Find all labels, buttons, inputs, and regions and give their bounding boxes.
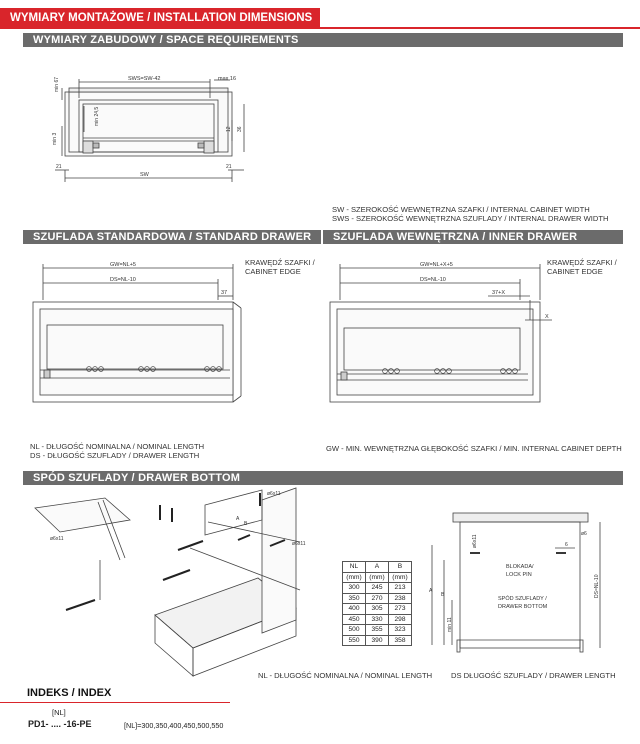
std-ds-label: DS=NL-10 (110, 277, 136, 283)
table-cell: 238 (389, 593, 412, 604)
legend-gw: GW - MIN. WEWNĘTRZNA GŁĘBOKOŚĆ SZAFKI / MIN. INTERNAL CABINET DEPTH (326, 444, 622, 453)
table-cell: 390 (366, 635, 389, 646)
inner-ds-label: DS=NL-10 (420, 277, 446, 283)
index-underline (0, 702, 230, 703)
table-cell: 550 (343, 635, 366, 646)
plan-b: B (441, 592, 445, 598)
table-cell: 298 (389, 614, 412, 625)
std-edge-2: CABINET EDGE (245, 267, 301, 276)
plan-lockpin: LOCK PIN (506, 572, 532, 578)
table-cell: 350 (343, 593, 366, 604)
iso-a-label: A (236, 516, 240, 522)
table-cell: 305 (366, 604, 389, 615)
table-header: (mm) (389, 572, 412, 583)
std-edge-1: KRAWĘDŹ SZAFKI / (245, 258, 315, 267)
inner-edge-1: KRAWĘDŹ SZAFKI / (547, 258, 617, 267)
bottom-section-title: SPÓD SZUFLADY / DRAWER BOTTOM (23, 471, 623, 485)
table-header: A (366, 562, 389, 573)
index-nl-label: [NL] (52, 708, 66, 717)
table-cell: 300 (343, 583, 366, 594)
inner-section-title: SZUFLADA WEWNĘTRZNA / INNER DRAWER (323, 230, 623, 244)
max16-label: max 16 (218, 76, 237, 82)
bottom-legend-ds: DS DŁUGOŚĆ SZUFLADY / DRAWER LENGTH (451, 671, 616, 680)
plan-dsnl: DS=NL-10 (594, 574, 600, 598)
table-header: (mm) (343, 572, 366, 583)
d21b-label: 21 (226, 164, 232, 170)
standard-section-title: SZUFLADA STANDARDOWA / STANDARD DRAWER (23, 230, 321, 244)
table-cell: 358 (389, 635, 412, 646)
iso-d6x11-1: ø6x11 (50, 536, 64, 542)
iso-d6x11-2: ø6x11 (267, 491, 281, 497)
table-cell: 270 (366, 593, 389, 604)
inner-x-label: X (545, 314, 549, 320)
plan-6: 6 (565, 542, 568, 548)
plan-spod: SPÓD SZUFLADY / (498, 596, 547, 602)
legend-ds: DS - DŁUGOŚĆ SZUFLADY / DRAWER LENGTH (30, 451, 200, 460)
d12-label: 12 (226, 126, 232, 132)
plan-blokada: BLOKADA/ (506, 564, 534, 570)
plan-d6: ø6 (581, 531, 587, 537)
min245-label: min 24,5 (94, 106, 100, 126)
legend-nl: NL - DŁUGOŚĆ NOMINALNA / NOMINAL LENGTH (30, 442, 205, 451)
table-cell: 500 (343, 625, 366, 636)
table-cell: 245 (366, 583, 389, 594)
table-cell: 323 (389, 625, 412, 636)
d36-label: 36 (237, 126, 243, 132)
sws-label: SWS=SW-42 (128, 76, 161, 82)
plan-a: A (429, 588, 433, 594)
table-header: (mm) (366, 572, 389, 583)
table-cell: 273 (389, 604, 412, 615)
table-cell: 213 (389, 583, 412, 594)
plan-d6x11: ø6x11 (472, 534, 478, 548)
header-title: WYMIARY MONTAŻOWE / INSTALLATION DIMENSIONS (0, 8, 320, 28)
index-code: PD1- .... -16-PE (28, 719, 92, 729)
min3-label: min 3 (52, 132, 58, 145)
table-cell: 330 (366, 614, 389, 625)
legend-sw: SW - SZEROKOŚĆ WEWNĘTRZNA SZAFKI / INTERNAL CABINET WIDTH (332, 205, 590, 214)
index-title: INDEKS / INDEX (27, 687, 112, 699)
plan-min11: min 11 (447, 617, 453, 632)
table-header: B (389, 562, 412, 573)
table-cell: 450 (343, 614, 366, 625)
bottom-legend-nl: NL - DŁUGOŚĆ NOMINALNA / NOMINAL LENGTH (258, 671, 433, 680)
inner-edge-2: CABINET EDGE (547, 267, 603, 276)
d21a-label: 21 (56, 164, 62, 170)
plan-drawer-bottom: DRAWER BOTTOM (498, 604, 548, 610)
legend-sws: SWS - SZEROKOŚĆ WEWNĘTRZNA SZUFLADY / INTERNAL DRAWER WIDTH (332, 214, 609, 223)
min67-label: min 67 (54, 76, 60, 92)
iso-d6x11-3: ø6x11 (292, 541, 306, 547)
std-gw-label: GW=NL+5 (110, 262, 136, 268)
table-cell: 400 (343, 604, 366, 615)
table-header: NL (343, 562, 366, 573)
index-values: [NL]=300,350,400,450,500,550 (124, 721, 224, 730)
table-cell: 355 (366, 625, 389, 636)
space-section-title: WYMIARY ZABUDOWY / SPACE REQUIREMENTS (23, 33, 623, 47)
inner-37x-label: 37+X (492, 290, 505, 296)
sw-label: SW (140, 172, 149, 178)
std-37-label: 37 (221, 290, 228, 296)
inner-gw-label: GW=NL+X+5 (420, 262, 453, 268)
iso-b-label: B (244, 521, 248, 527)
